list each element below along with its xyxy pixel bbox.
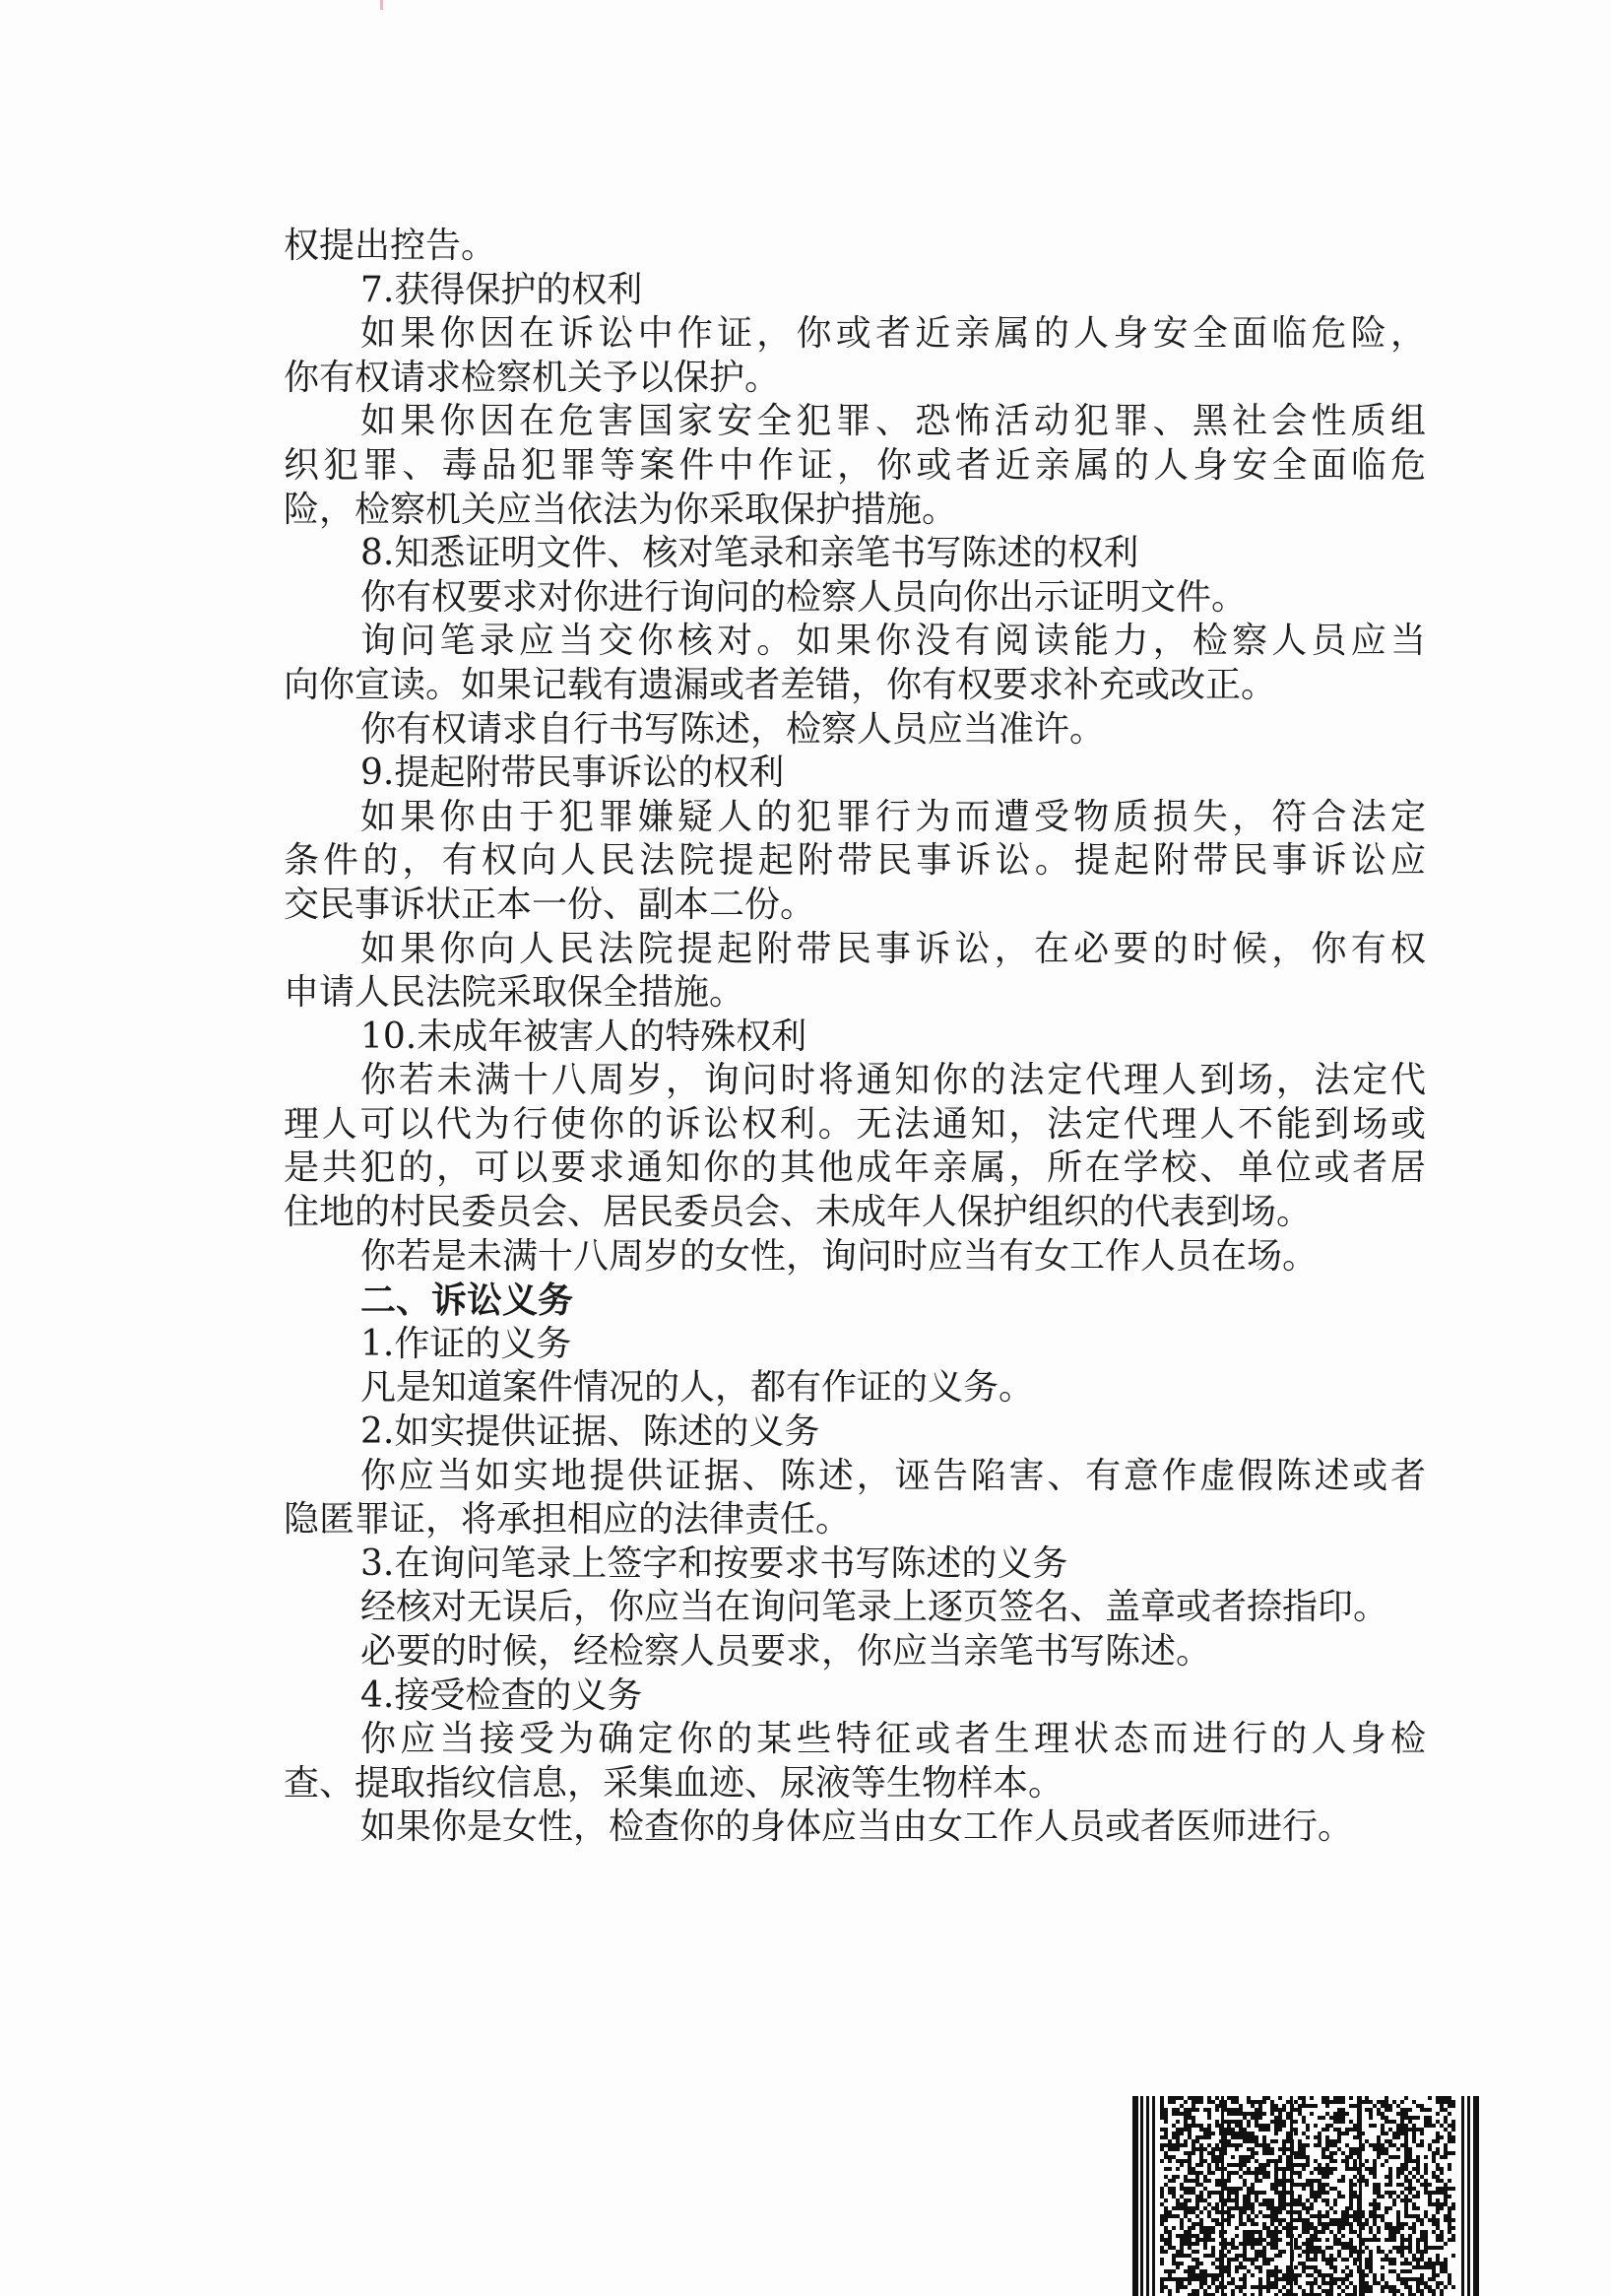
2d-barcode-icon (1132, 2096, 1479, 2296)
text-line-content: 8.知悉证明文件、核对笔录和亲笔书写陈述的权利 (360, 533, 1139, 574)
text-line (284, 1674, 1426, 1719)
text-line-content: 9.提起附带民事诉讼的权利 (360, 753, 785, 794)
text-line (284, 312, 1426, 357)
text-line-content: 7.获得保护的权利 (360, 269, 643, 310)
document-body (284, 225, 1426, 1850)
text-line-content: 4.接受检查的义务 (360, 1674, 643, 1716)
text-line-content: 你若是未满十八周岁的女性，询问时应当有女工作人员在场。 (360, 1235, 1319, 1277)
text-line (284, 1366, 1426, 1410)
text-line (284, 928, 1426, 972)
text-line (284, 1455, 1426, 1499)
text-line-content: 你有权请求自行书写陈述，检察人员应当准许。 (360, 708, 1106, 750)
text-line-content: 你应当接受为确定你的某些特征或者生理状态而进行的人身检 (360, 1719, 1426, 1760)
text-line (284, 1059, 1426, 1103)
text-line (284, 1718, 1426, 1762)
text-line-content: 交民事诉状正本一份、副本二份。 (284, 884, 816, 925)
text-line (284, 1805, 1426, 1850)
text-line (284, 576, 1426, 621)
text-line (284, 752, 1426, 796)
text-line (284, 1191, 1426, 1235)
text-line (284, 269, 1426, 313)
text-line-content: 你应当如实地提供证据、陈述，诬告陷害、有意作虚假陈述或者 (360, 1455, 1426, 1496)
text-line (284, 400, 1426, 444)
text-line-content: 权提出控告。 (284, 226, 497, 266)
text-line (284, 884, 1426, 928)
text-line (284, 708, 1426, 753)
text-line (284, 1016, 1426, 1060)
text-line (284, 357, 1426, 401)
text-line-content: 是共犯的，可以要求通知你的其他成年亲属，所在学校、单位或者居 (284, 1148, 1426, 1189)
barcode-graphic (1132, 2096, 1479, 2296)
text-line-content: 险，检察机关应当依法为你采取保护措施。 (284, 489, 958, 530)
text-line-content: 二、诉讼义务 (360, 1279, 574, 1322)
text-line-content: 3.在询问笔录上签字和按要求书写陈述的义务 (360, 1542, 1068, 1584)
text-line (284, 1542, 1426, 1587)
text-line-content: 隐匿罪证，将承担相应的法律责任。 (284, 1499, 852, 1541)
text-line (284, 796, 1426, 840)
text-line (284, 1147, 1426, 1191)
text-line (284, 1103, 1426, 1148)
text-line-content: 如果你由于犯罪嫌疑人的犯罪行为而遭受物质损失，符合法定 (360, 796, 1426, 837)
text-line-content: 住地的村民委员会、居民委员会、未成年人保护组织的代表到场。 (284, 1192, 1313, 1233)
text-line (284, 1586, 1426, 1630)
text-line-content: 织犯罪、毒品犯罪等案件中作证，你或者近亲属的人身安全面临危 (284, 444, 1426, 486)
text-line-content: 理人可以代为行使你的诉讼权利。无法通知，法定代理人不能到场或 (284, 1103, 1426, 1145)
text-line (284, 971, 1426, 1016)
text-line (284, 489, 1426, 533)
text-line (284, 1762, 1426, 1806)
text-line-content: 凡是知道案件情况的人，都有作证的义务。 (360, 1367, 1035, 1409)
text-line (284, 532, 1426, 576)
text-line-content: 如果你因在危害国家安全犯罪、恐怖活动犯罪、黑社会性质组 (360, 401, 1426, 442)
text-line-content: 你若未满十八周岁，询问时将通知你的法定代理人到场，法定代 (360, 1060, 1426, 1101)
text-line-content: 你有权要求对你进行询问的检察人员向你出示证明文件。 (360, 576, 1248, 618)
text-line (284, 1630, 1426, 1674)
text-line (284, 839, 1426, 884)
text-line-content: 如果你是女性，检查你的身体应当由女工作人员或者医师进行。 (360, 1806, 1354, 1848)
text-line-content: 2.如实提供证据、陈述的义务 (360, 1411, 820, 1453)
text-line (284, 1498, 1426, 1542)
text-line-content: 条件的，有权向人民法院提起附带民事诉讼。提起附带民事诉讼应 (284, 840, 1426, 882)
text-line-content: 询问笔录应当交你核对。如果你没有阅读能力，检察人员应当 (360, 621, 1426, 662)
text-line-content: 10.未成年被害人的特殊权利 (360, 1016, 807, 1057)
text-line-content: 申请人民法院采取保全措施。 (284, 972, 745, 1014)
scan-artifact (380, 0, 383, 10)
text-line-content: 必要的时候，经检察人员要求，你应当亲笔书写陈述。 (360, 1631, 1212, 1672)
text-line-content: 向你宣读。如果记载有遗漏或者差错，你有权要求补充或改正。 (284, 664, 1277, 705)
text-line-content: 查、提取指纹信息，采集血迹、尿液等生物样本。 (284, 1762, 1064, 1804)
text-line-content: 你有权请求检察机关予以保护。 (284, 357, 781, 398)
text-line (284, 1410, 1426, 1455)
text-line (284, 1323, 1426, 1367)
text-line (284, 1279, 1426, 1323)
text-line (284, 620, 1426, 664)
text-line-content: 如果你因在诉讼中作证，你或者近亲属的人身安全面临危险， (360, 313, 1426, 355)
text-line (284, 1235, 1426, 1279)
text-line (284, 444, 1426, 489)
text-line (284, 225, 1426, 269)
text-line (284, 664, 1426, 708)
text-line-content: 经核对无误后，你应当在询问笔录上逐页签名、盖章或者捺指印。 (360, 1587, 1389, 1628)
text-line-content: 1.作证的义务 (360, 1323, 572, 1364)
text-line-content: 如果你向人民法院提起附带民事诉讼，在必要的时候，你有权 (360, 928, 1426, 969)
